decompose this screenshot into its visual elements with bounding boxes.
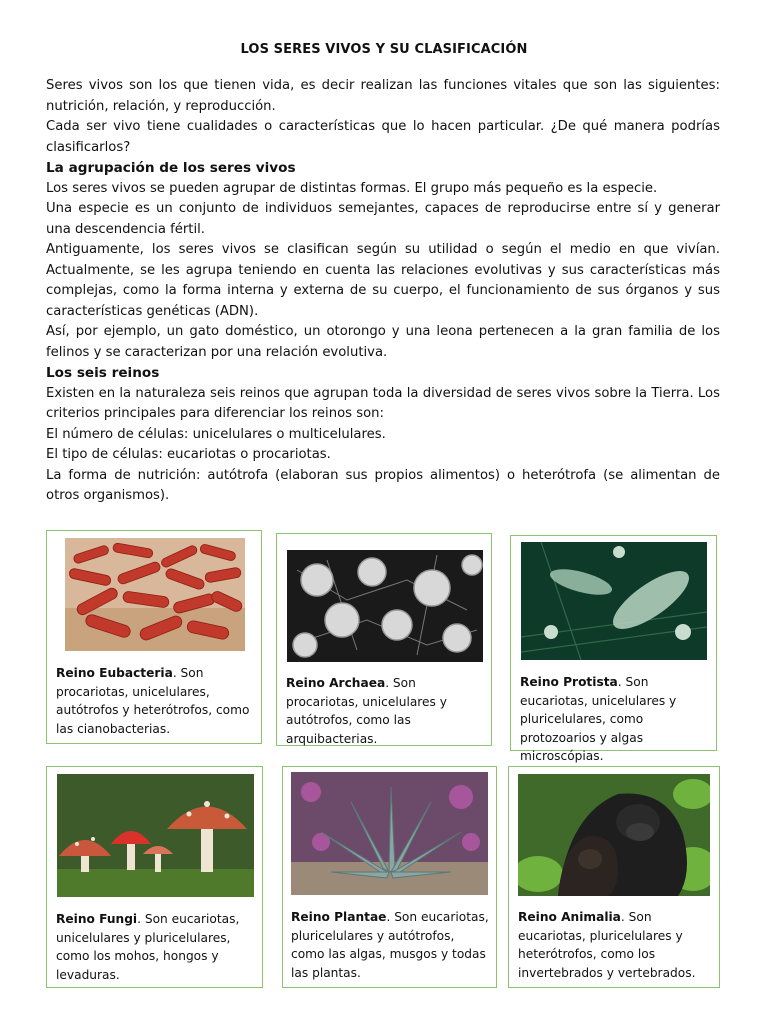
kingdom-description: . Son eucariotas, pluricelulares y autótrofos, como las algas, musgos y todas las plantas. bbox=[291, 910, 489, 980]
intro-paragraph: Seres vivos son los que tienen vida, es decir realizan las funciones vitales que son las siguientes: nutrición, relación, y reproducción. bbox=[46, 78, 720, 114]
kingdom-card-protista bbox=[510, 535, 717, 763]
kingdom-caption bbox=[291, 908, 491, 982]
body-text bbox=[46, 76, 720, 507]
kingdom-caption bbox=[56, 910, 254, 984]
kingdom-caption bbox=[286, 674, 484, 748]
paragraph: La forma de nutrición: autótrofa (elaboran sus propios alimentos) o heterótrofa (se alimentan de otros organismos). bbox=[46, 467, 720, 503]
kingdom-name: Reino Protista bbox=[520, 675, 618, 689]
animalia-image bbox=[518, 774, 710, 896]
paragraph: El tipo de células: eucariotas o procariotas. bbox=[46, 447, 331, 462]
paragraph: Antiguamente, los seres vivos se clasifican según su utilidad o según el medio en que vivían. Actualmente, se les agrupa teniendo en cuenta las relaciones evolutivas y sus características más complejas, como la forma interna y externa de su cuerpo, el funcionamiento de sus órganos y sus características genéticas (ADN). bbox=[46, 242, 720, 319]
archaea-image bbox=[287, 550, 483, 662]
section-heading-kingdoms: Los seis reinos bbox=[46, 365, 160, 381]
bacteria-image bbox=[65, 538, 245, 651]
kingdom-description: . Son eucariotas, pluricelulares y heterótrofos, como los invertebrados y vertebrados. bbox=[518, 910, 696, 980]
paragraph: Una especie es un conjunto de individuos semejantes, capaces de reproducirse entre sí y generar una descendencia fértil. bbox=[46, 201, 720, 237]
paragraph: Los seres vivos se pueden agrupar de distintas formas. El grupo más pequeño es la especie. bbox=[46, 180, 658, 196]
fungi-image bbox=[57, 774, 254, 897]
kingdom-name: Reino Fungi bbox=[56, 912, 138, 926]
section-heading-grouping: La agrupación de los seres vivos bbox=[46, 160, 296, 176]
paragraph: Existen en la naturaleza seis reinos que agrupan toda la diversidad de seres vivos sobre la Tierra. Los criterios principales para diferenciar los reinos son: bbox=[46, 385, 720, 421]
kingdom-card-fungi bbox=[46, 766, 263, 988]
kingdom-card-plantae bbox=[282, 766, 497, 988]
kingdom-caption bbox=[56, 664, 254, 738]
paragraph: Así, por ejemplo, un gato doméstico, un otorongo y una leona pertenecen a la gran familia de los felinos y se caracterizan por una relación evolutiva. bbox=[46, 324, 720, 360]
kingdom-name: Reino Animalia bbox=[518, 910, 621, 924]
kingdom-card-eubacteria bbox=[46, 530, 262, 744]
plantae-image bbox=[291, 772, 488, 895]
paragraph: El número de células: unicelulares o multicelulares. bbox=[46, 426, 386, 442]
intro-paragraph: Cada ser vivo tiene cualidades o características que lo hacen particular. ¿De qué manera podrías clasificarlos? bbox=[46, 119, 720, 155]
kingdom-description: . Son procariotas, unicelulares, autótrofos y heterótrofos, como las cianobacterias. bbox=[56, 666, 250, 736]
kingdom-caption bbox=[520, 673, 712, 766]
page-title: LOS SERES VIVOS Y SU CLASIFICACIÓN bbox=[240, 42, 528, 57]
kingdom-description: . Son eucariotas, unicelulares y pluricelulares, como protozoarios y algas microscópias. bbox=[520, 675, 677, 763]
kingdom-card-animalia bbox=[508, 766, 720, 988]
kingdom-description: . Son eucariotas, unicelulares y pluricelulares, como los mohos, hongos y levaduras. bbox=[56, 912, 240, 982]
kingdom-name: Reino Plantae bbox=[291, 910, 387, 924]
kingdom-caption bbox=[518, 908, 716, 982]
kingdom-name: Reino Archaea bbox=[286, 676, 386, 690]
kingdom-name: Reino Eubacteria bbox=[56, 666, 173, 680]
kingdom-description: . Son procariotas, unicelulares y autótrofos, como las arquibacterias. bbox=[286, 676, 447, 746]
kingdom-card-archaea bbox=[276, 533, 492, 746]
protista-image bbox=[521, 542, 707, 660]
